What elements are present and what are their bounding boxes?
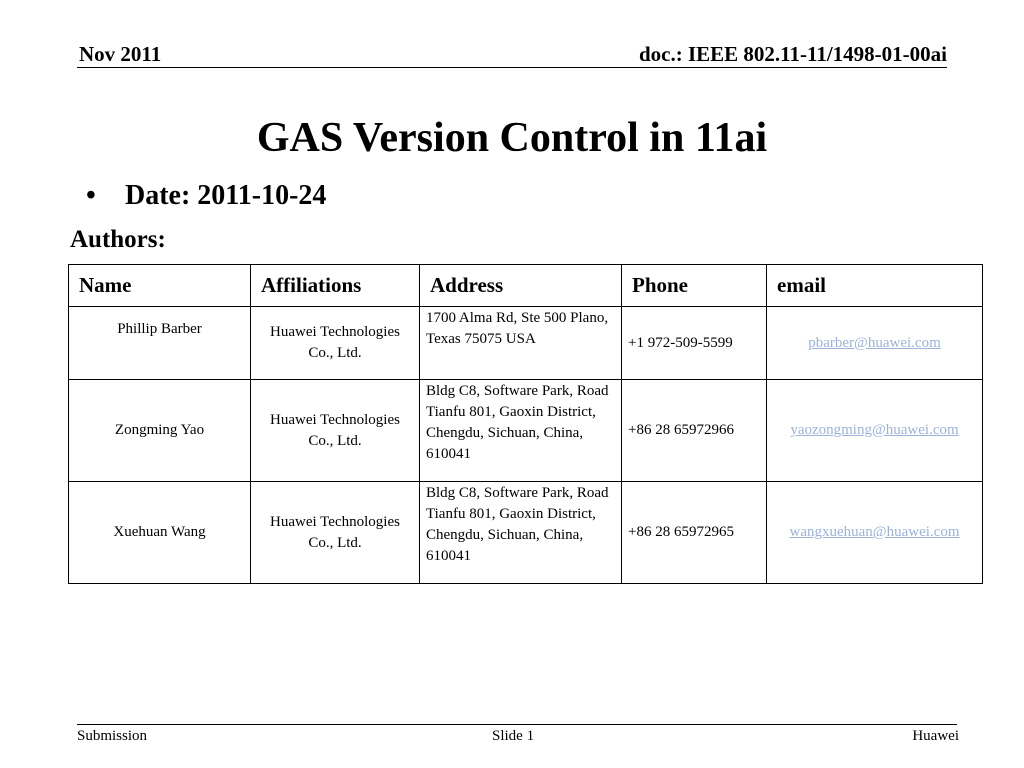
footer-divider xyxy=(77,724,957,725)
author-affiliation: Huawei Technologies Co., Ltd. xyxy=(251,380,420,482)
author-phone: +86 28 65972966 xyxy=(622,380,767,482)
author-email-link[interactable]: pbarber@huawei.com xyxy=(767,307,983,380)
slide-title: GAS Version Control in 11ai xyxy=(256,115,768,161)
col-header-email: email xyxy=(767,265,983,307)
authors-table xyxy=(68,264,983,584)
author-address: 1700 Alma Rd, Ste 500 Plano, Texas 75075 USA xyxy=(420,307,622,380)
author-phone: +86 28 65972965 xyxy=(622,482,767,584)
footer-slide-number: Slide 1 xyxy=(492,728,535,744)
author-name: Zongming Yao xyxy=(69,380,251,482)
author-phone: +1 972-509-5599 xyxy=(622,307,767,380)
author-address: Bldg C8, Software Park, Road Tianfu 801, Gaoxin District, Chengdu, Sichuan, China, 610041 xyxy=(420,380,622,482)
col-header-affiliations: Affiliations xyxy=(251,265,420,307)
header-divider xyxy=(77,67,947,68)
author-name: Xuehuan Wang xyxy=(69,482,251,584)
footer-company: Huawei xyxy=(912,728,959,744)
table-header-row xyxy=(69,265,983,307)
header-doc-id: doc.: IEEE 802.11-11/1498-01-00ai xyxy=(638,42,947,66)
col-header-phone: Phone xyxy=(622,265,767,307)
date-text: Date: 2011-10-24 xyxy=(125,180,327,211)
header-date: Nov 2011 xyxy=(79,42,162,66)
author-email-link[interactable]: wangxuehuan@huawei.com xyxy=(767,482,983,584)
authors-label: Authors: xyxy=(70,226,166,253)
table-row xyxy=(69,482,983,584)
table-row xyxy=(69,380,983,482)
col-header-name: Name xyxy=(69,265,251,307)
author-address: Bldg C8, Software Park, Road Tianfu 801, Gaoxin District, Chengdu, Sichuan, China, 610041 xyxy=(420,482,622,584)
author-name: Phillip Barber xyxy=(69,307,251,380)
author-affiliation: Huawei Technologies Co., Ltd. xyxy=(251,482,420,584)
footer-submission: Submission xyxy=(77,728,148,744)
bullet-icon: • xyxy=(86,180,96,211)
author-affiliation: Huawei Technologies Co., Ltd. xyxy=(251,307,420,380)
date-bullet-item xyxy=(86,180,326,212)
author-email-link[interactable]: yaozongming@huawei.com xyxy=(767,380,983,482)
table-row xyxy=(69,307,983,380)
col-header-address: Address xyxy=(420,265,622,307)
